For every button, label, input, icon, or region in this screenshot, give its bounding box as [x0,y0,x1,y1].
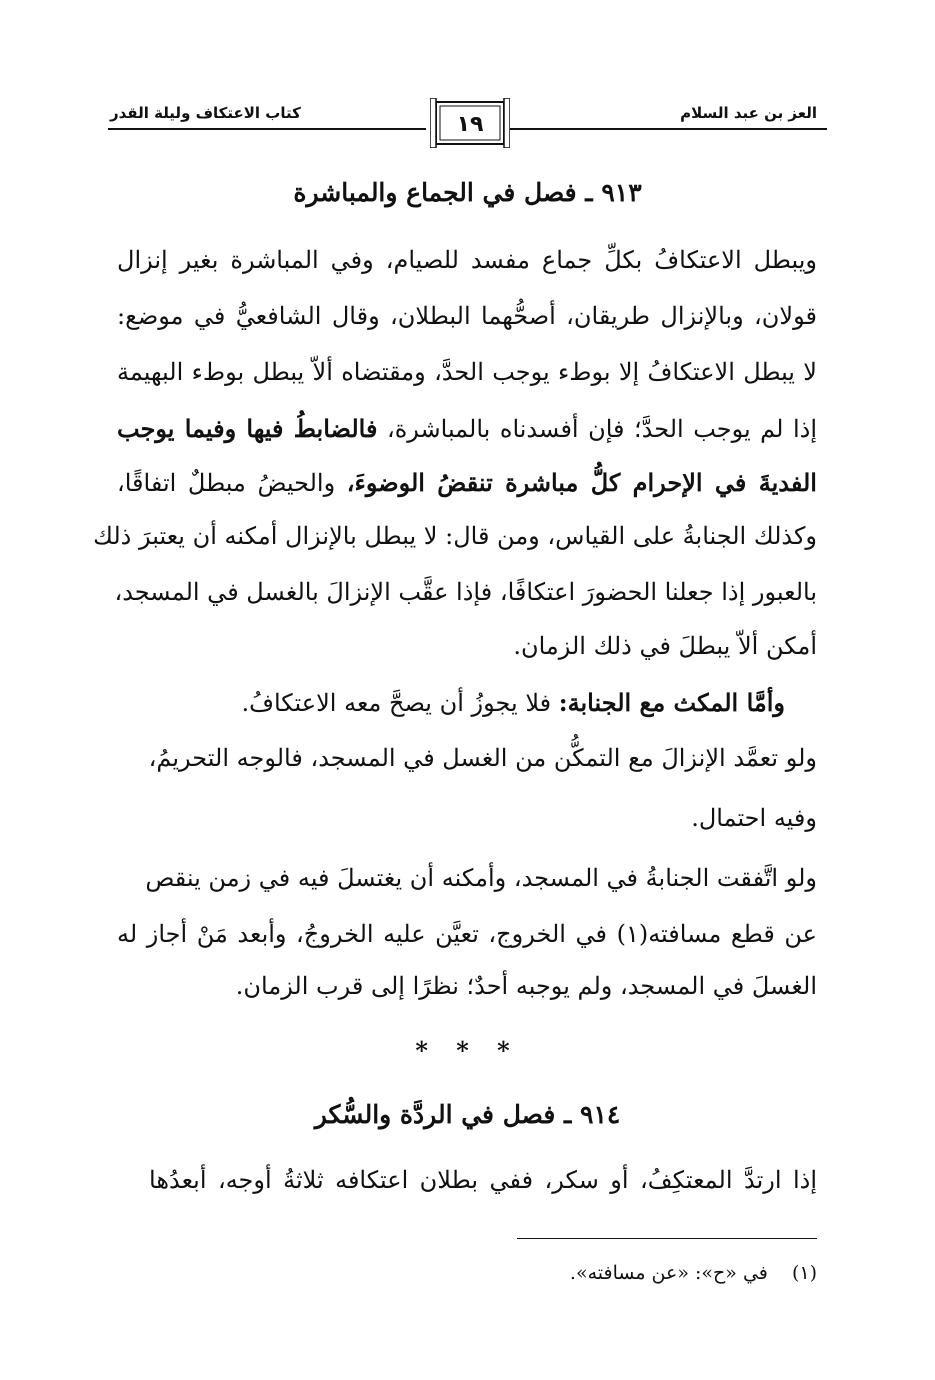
body-line: قولان، وبالإنزال طريقان، أصحُّهما البطلان، وقال الشافعيُّ في موضع: [117,302,817,330]
footnote-number: (١) [791,1262,817,1284]
bold-phrase: فالضابطُ فيها وفيما يوجب [117,414,378,443]
body-line [117,414,817,443]
body-line [117,468,817,497]
body-line: ويبطل الاعتكافُ بكلِّ جماع مفسد للصيام، وفي المباشرة بغير إنزال [117,246,817,274]
section-title-913: ٩١٣ ـ فصل في الجماع والمباشرة [293,178,642,207]
body-text: فلا يجوزُ أن يصحَّ معه الاعتكافُ. [241,689,552,717]
footnote-rule [517,1238,817,1239]
section-title-914: ٩١٤ ـ فصل في الردَّة والسُّكر [314,1100,621,1129]
body-line: عن قطع مسافته(١) في الخروج، تعيَّن عليه الخروجُ، وأبعد مَنْ أجاز له [117,920,817,948]
body-line: لا يبطل الاعتكافُ إلا بوطء يوجب الحدَّ، ومقتضاه ألاّ يبطل بوطء البهيمة [117,358,817,386]
body-line: وكذلك الجنابةُ على القياس، ومن قال: لا يبطل بالإنزال أمكنه أن يعتبرَ ذلك [93,522,817,550]
body-line: أمكن ألاّ يبطلَ في ذلك الزمان. [513,632,817,660]
body-line: إذا ارتدَّ المعتكِفُ، أو سكر، ففي بطلان اعتكافه ثلاثةُ أوجه، أبعدُها [149,1166,817,1194]
body-text: إذا لم يوجب الحدَّ؛ فإن أفسدناه بالمباشرة، [386,415,817,443]
paragraph-mukth [241,688,785,717]
page-number: ١٩ [456,112,484,137]
footnote-text: في «ح»: «عن مسافته». [569,1262,768,1284]
header-author: العز بن عبد السلام [680,104,817,122]
body-line: ولو اتَّفقت الجنابةُ في المسجد، وأمكنه أن يغتسلَ فيه في زمن ينقص [145,864,817,892]
header-rule-left [108,128,426,130]
footnote [570,1262,817,1284]
bold-phrase: وأمَّا المكث مع الجنابة: [558,688,785,717]
body-line: بالعبور إذا جعلنا الحضورَ اعتكافًا، فإذا عقَّب الإنزالَ بالغسل في المسجد، [114,578,817,606]
section-separator: * * * [415,1036,520,1065]
bold-phrase: الفديةَ في الإحرام كلُّ مباشرة تنقضُ الوضوءَ، [346,468,817,497]
body-line: الغسلَ في المسجد، ولم يوجبه أحدٌ؛ نظرًا إلى قرب الزمان. [235,972,817,1000]
body-line: ولو تعمَّد الإنزالَ مع التمكُّن من الغسل في المسجد، فالوجه التحريمُ، [148,744,817,772]
body-line: وفيه احتمال. [691,804,817,832]
header-book-title: كتاب الاعتكاف وليلة القدر [110,104,301,122]
body-text: والحيضُ مبطلٌ اتفاقًا، [117,469,336,497]
header-rule-right [509,128,827,130]
